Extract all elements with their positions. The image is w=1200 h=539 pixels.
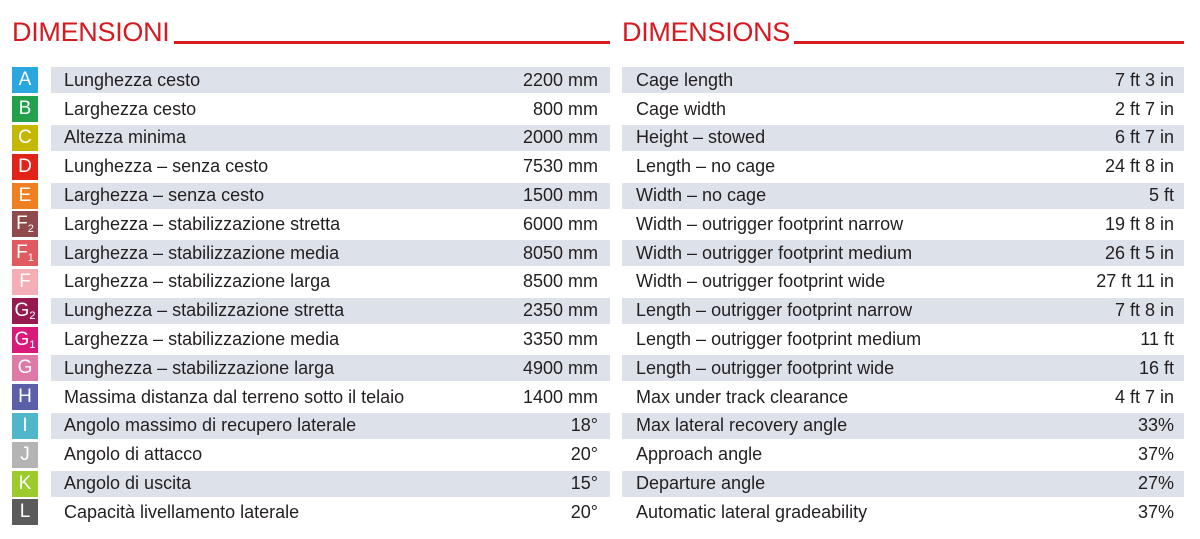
dimension-cell: [622, 499, 1184, 525]
dimension-row: [12, 296, 610, 325]
badge-letter: F: [19, 270, 31, 292]
dimension-value: 16 ft: [1138, 357, 1174, 378]
badge-letter: K: [18, 472, 32, 494]
dimension-row: [622, 325, 1184, 354]
dimension-letter-badge: [12, 183, 38, 209]
dimension-cell: [622, 211, 1184, 237]
dimension-row: [622, 469, 1184, 498]
dimension-letter-badge: [12, 471, 38, 497]
dimension-value: 2 ft 7 in: [1114, 98, 1174, 119]
dimension-cell: [51, 355, 610, 381]
dimension-value: 7 ft 3 in: [1114, 69, 1174, 90]
dimension-value: 5 ft: [1148, 185, 1174, 206]
dimension-row: [12, 152, 610, 181]
dimension-value: 19 ft 8 in: [1104, 213, 1174, 234]
dimension-cell: [622, 355, 1184, 381]
english-dimensions-panel: [622, 12, 1184, 527]
dimension-label: Larghezza – stabilizzazione stretta: [64, 213, 341, 234]
dimension-row: [622, 181, 1184, 210]
dimension-cell: [622, 442, 1184, 468]
badge-letter: L: [19, 501, 31, 523]
badge-letter: J: [20, 443, 30, 465]
badge-letter: F: [16, 213, 28, 235]
badge-subscript: 2: [29, 309, 36, 322]
dimension-cell: [622, 183, 1184, 209]
dimension-label: Massima distanza dal terreno sotto il telaio: [64, 386, 405, 407]
dimension-cell: [51, 96, 610, 122]
dimension-letter-badge: [12, 240, 38, 266]
dimension-cell: [51, 384, 610, 410]
dimension-value: 2000 mm: [522, 127, 598, 148]
dimension-cell: [622, 240, 1184, 266]
badge-letter: I: [22, 414, 28, 436]
dimension-row: [12, 469, 610, 498]
dimension-label: Larghezza – stabilizzazione media: [64, 329, 340, 350]
italian-dimension-list: [12, 66, 610, 527]
dimension-row: [12, 383, 610, 412]
dimension-label: Length – outrigger footprint wide: [636, 357, 895, 378]
dimension-value: 7 ft 8 in: [1114, 300, 1174, 321]
dimension-label: Max under track clearance: [636, 386, 849, 407]
dimension-label: Length – outrigger footprint narrow: [636, 300, 913, 321]
dimension-label: Automatic lateral gradeability: [636, 501, 868, 522]
dimension-value: 4 ft 7 in: [1114, 386, 1174, 407]
dimension-cell: [622, 269, 1184, 295]
dimension-cell: [51, 154, 610, 180]
dimension-cell: [51, 298, 610, 324]
dimension-row: [622, 66, 1184, 95]
dimension-cell: [51, 499, 610, 525]
dimension-row: [12, 66, 610, 95]
dimension-label: Width – outrigger footprint wide: [636, 271, 886, 292]
dimension-value: 11 ft: [1140, 329, 1174, 350]
dimension-letter-badge: [12, 327, 38, 353]
dimension-value: 15°: [570, 473, 598, 494]
dimension-row: [622, 152, 1184, 181]
english-dimension-list: [622, 66, 1184, 527]
dimension-value: 6 ft 7 in: [1114, 127, 1174, 148]
dimension-label: Width – outrigger footprint narrow: [636, 213, 904, 234]
dimension-letter-badge: [12, 67, 38, 93]
dimension-letter-badge: [12, 355, 38, 381]
dimension-label: Length – no cage: [636, 156, 776, 177]
dimension-row: [622, 440, 1184, 469]
dimension-row: [12, 95, 610, 124]
dimension-row: [12, 440, 610, 469]
dimension-cell: [51, 471, 610, 497]
dimension-letter-badge: [12, 413, 38, 439]
dimension-cell: [622, 67, 1184, 93]
dimension-row: [12, 239, 610, 268]
dimension-row: [622, 124, 1184, 153]
dimension-row: [622, 383, 1184, 412]
dimension-cell: [51, 211, 610, 237]
dimension-letter-badge: [12, 269, 38, 295]
dimension-letter-badge: [12, 96, 38, 122]
dimension-value: 3350 mm: [522, 329, 598, 350]
english-title: DIMENSIONS: [622, 17, 791, 47]
dimension-label: Cage width: [636, 98, 727, 119]
dimension-label: Angolo di attacco: [64, 444, 203, 465]
italian-title: DIMENSIONI: [12, 17, 170, 47]
dimension-cell: [51, 413, 610, 439]
dimension-label: Height – stowed: [636, 127, 766, 148]
dimension-label: Approach angle: [636, 444, 763, 465]
dimension-value: 24 ft 8 in: [1104, 156, 1174, 177]
dimension-row: [12, 268, 610, 297]
dimension-label: Angolo massimo di recupero laterale: [64, 415, 357, 436]
dimension-label: Angolo di uscita: [64, 473, 192, 494]
dimension-label: Max lateral recovery angle: [636, 415, 848, 436]
dimension-value: 20°: [570, 501, 598, 522]
dimension-label: Width – outrigger footprint medium: [636, 242, 913, 263]
badge-subscript: 1: [29, 338, 36, 351]
dimension-cell: [51, 183, 610, 209]
english-header: [622, 12, 1184, 46]
dimension-row: [12, 124, 610, 153]
dimension-row: [622, 268, 1184, 297]
italian-header: [12, 12, 610, 46]
dimension-label: Larghezza cesto: [64, 98, 197, 119]
dimension-cell: [51, 125, 610, 151]
dimension-row: [622, 498, 1184, 527]
dimension-row: [12, 354, 610, 383]
dimension-letter-badge: [12, 499, 38, 525]
dimension-value: 27 ft 11 in: [1096, 271, 1174, 292]
dimension-row: [622, 239, 1184, 268]
dimension-label: Width – no cage: [636, 185, 767, 206]
dimension-value: 2350 mm: [522, 300, 598, 321]
dimension-letter-badge: [12, 211, 38, 237]
dimension-label: Larghezza – stabilizzazione larga: [64, 271, 331, 292]
dimension-row: [12, 210, 610, 239]
dimension-value: 800 mm: [532, 98, 598, 119]
dimension-label: Capacità livellamento laterale: [64, 501, 300, 522]
dimension-value: 4900 mm: [522, 357, 598, 378]
badge-letter: H: [18, 386, 32, 408]
dimension-cell: [51, 240, 610, 266]
dimension-label: Altezza minima: [64, 127, 187, 148]
dimension-letter-badge: [12, 442, 38, 468]
badge-letter: G: [14, 299, 30, 321]
dimension-cell: [51, 327, 610, 353]
dimension-value: 37%: [1137, 444, 1174, 465]
dimension-cell: [622, 384, 1184, 410]
dimension-value: 33%: [1137, 415, 1174, 436]
dimension-row: [12, 181, 610, 210]
dimension-letter-badge: [12, 125, 38, 151]
dimension-row: [622, 412, 1184, 441]
dimension-value: 2200 mm: [522, 69, 598, 90]
dimension-cell: [622, 298, 1184, 324]
badge-letter: C: [18, 126, 32, 148]
dimension-cell: [51, 269, 610, 295]
dimension-value: 1400 mm: [522, 386, 598, 407]
dimension-value: 20°: [570, 444, 598, 465]
badge-letter: G: [17, 357, 33, 379]
header-rule: [174, 41, 610, 44]
badge-subscript: 1: [27, 252, 34, 265]
dimension-letter-badge: [12, 298, 38, 324]
dimension-value: 18°: [570, 415, 598, 436]
dimension-cell: [51, 67, 610, 93]
badge-letter: E: [18, 184, 32, 206]
header-rule: [794, 41, 1184, 44]
italian-dimensions-panel: [12, 12, 610, 527]
dimension-cell: [622, 413, 1184, 439]
dimension-row: [12, 498, 610, 527]
dimension-cell: [622, 327, 1184, 353]
dimension-label: Lunghezza – stabilizzazione larga: [64, 357, 335, 378]
badge-letter: B: [18, 98, 32, 120]
badge-subscript: 2: [27, 223, 34, 236]
dimension-letter-badge: [12, 154, 38, 180]
dimension-label: Larghezza – stabilizzazione media: [64, 242, 340, 263]
badge-letter: G: [14, 328, 30, 350]
dimension-value: 7530 mm: [522, 156, 598, 177]
badge-letter: A: [18, 69, 32, 91]
dimension-letter-badge: [12, 384, 38, 410]
dimension-label: Cage length: [636, 69, 734, 90]
dimension-row: [12, 412, 610, 441]
dimension-value: 26 ft 5 in: [1104, 242, 1174, 263]
dimension-value: 8500 mm: [522, 271, 598, 292]
dimension-label: Length – outrigger footprint medium: [636, 329, 922, 350]
dimension-value: 37%: [1137, 501, 1174, 522]
dimension-label: Departure angle: [636, 473, 766, 494]
dimension-cell: [622, 471, 1184, 497]
dimension-cell: [51, 442, 610, 468]
dimension-cell: [622, 154, 1184, 180]
dimension-cell: [622, 96, 1184, 122]
dimension-value: 8050 mm: [522, 242, 598, 263]
dimension-row: [622, 296, 1184, 325]
dimension-label: Larghezza – senza cesto: [64, 185, 265, 206]
dimension-value: 27%: [1137, 473, 1174, 494]
dimension-row: [622, 354, 1184, 383]
dimension-row: [12, 325, 610, 354]
badge-letter: D: [18, 155, 32, 177]
dimension-value: 1500 mm: [522, 185, 598, 206]
dimension-label: Lunghezza – stabilizzazione stretta: [64, 300, 345, 321]
dimension-row: [622, 95, 1184, 124]
dimension-cell: [622, 125, 1184, 151]
dimension-label: Lunghezza cesto: [64, 69, 201, 90]
dimension-value: 6000 mm: [522, 213, 598, 234]
dimension-row: [622, 210, 1184, 239]
badge-letter: F: [16, 242, 28, 264]
dimension-label: Lunghezza – senza cesto: [64, 156, 269, 177]
